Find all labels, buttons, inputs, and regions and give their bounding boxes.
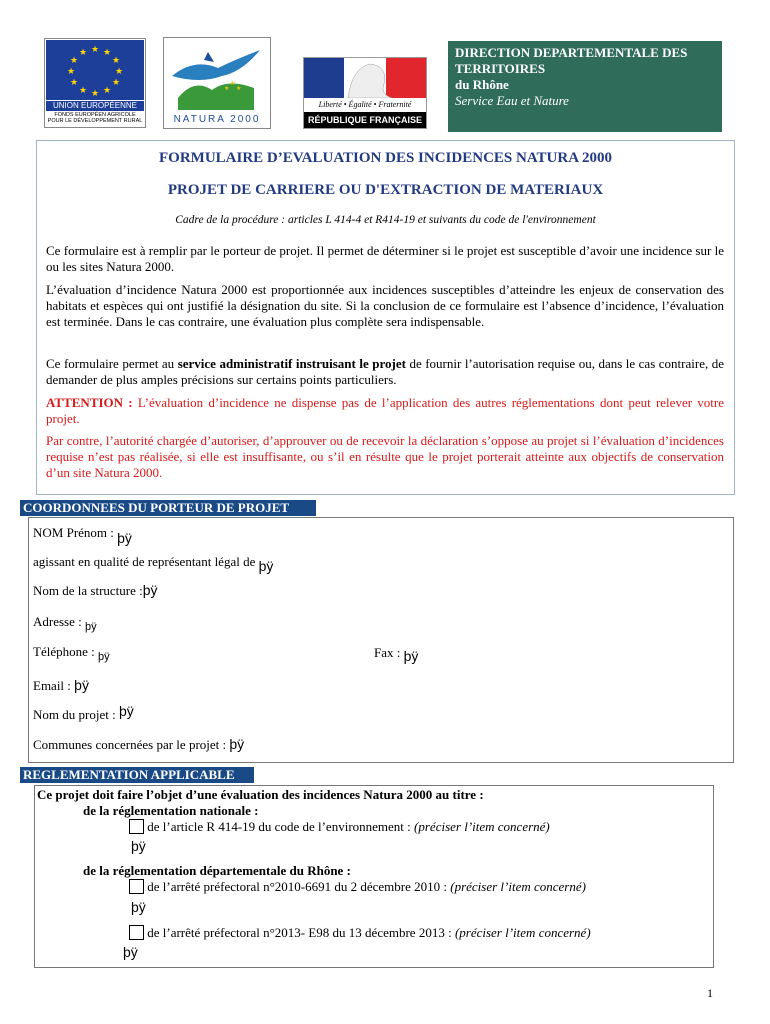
fax-label: Fax : (374, 645, 401, 660)
eu-subcaption-line2: POUR LE DÉVELOPPEMENT RURAL (47, 118, 143, 124)
item1-checkbox[interactable] (129, 819, 144, 834)
adresse-input[interactable]: þÿ (85, 621, 97, 633)
item1-row (129, 819, 550, 835)
intro-paragraph-5: Par contre, l’autorité chargée d’autoriser, d’approuver ou de recevoir la déclaration s’oppose au projet si l’évaluation d’incidences requise n’est pas réalisée, si elle est insuffisante, ou s’il en résulte que le projet porterait atteinte aux objectifs de conservation d’un site Natura 2000. (46, 433, 724, 480)
eu-subcaption-line1: FONDS EUROPÉEN AGRICOLE (54, 112, 136, 118)
reglementation-section-title: REGLEMENTATION APPLICABLE (20, 767, 254, 783)
attention-paragraph (46, 395, 724, 427)
nom-field[interactable] (33, 524, 132, 546)
svg-text:★: ★ (78, 86, 88, 96)
rf-name: RÉPUBLIQUE FRANÇAISE (304, 112, 426, 128)
svg-text:★: ★ (90, 89, 100, 99)
header-line2: TERRITOIRES (455, 61, 546, 76)
reglementation-intro: Ce projet doit faire l’objet d’une évaluation des incidences Natura 2000 au titre : (37, 787, 484, 802)
representant-field[interactable] (33, 553, 274, 574)
svg-text:★: ★ (90, 45, 100, 55)
intro-paragraph-3 (46, 356, 724, 388)
svg-text:★: ★ (111, 56, 121, 66)
svg-text:★: ★ (111, 78, 121, 88)
intro-paragraph-2: L’évaluation d’incidence Natura 2000 est proportionnée aux incidences susceptibles d’atteindre les enjeux de conservation des habitats et espèces qui ont justifié la désignation du site. Si la conclusion de ce formulaire est l’absence d’incidence, l’évaluation est terminée. Dans le cas contraire, une évaluation plus complète sera indispensable. (46, 282, 724, 329)
item1-text: de l’article R 414-19 du code de l’environnement : (147, 819, 411, 834)
item3-checkbox[interactable] (129, 925, 144, 940)
representant-label: agissant en qualité de représentant légal de (33, 554, 256, 569)
structure-field[interactable] (33, 582, 158, 599)
p3-after: de fournir l’autorisation requise ou, dans le cas contraire, de demander de plus amples précisions sur certains points particuliers. (46, 356, 724, 387)
nom-input[interactable]: þÿ (117, 530, 132, 546)
svg-text:★: ★ (114, 67, 124, 77)
item3-input[interactable]: þÿ (123, 944, 138, 960)
item1-hint: (préciser l’item concerné) (414, 819, 550, 834)
item3-text: de l’arrêté préfectoral n°2013- E98 du 13 décembre 2013 : (147, 925, 452, 940)
svg-text:★: ★ (69, 78, 79, 88)
nationale-label: de la réglementation nationale : (83, 803, 259, 818)
svg-text:★: ★ (230, 80, 236, 87)
rf-motto: Liberté • Égalité • Fraternité (318, 100, 412, 109)
svg-text:★: ★ (236, 85, 242, 92)
procedure-frame: Cadre de la procédure : articles L 414-4 et R414-19 et suivants du code de l'environnement (175, 214, 596, 226)
direction-header (448, 41, 722, 132)
republique-francaise-logo (303, 57, 427, 129)
svg-text:★: ★ (78, 48, 88, 58)
item2-checkbox[interactable] (129, 879, 144, 894)
departementale-label: de la réglementation départementale du Rhône : (83, 863, 351, 878)
coordonnees-section-title: COORDONNEES DU PORTEUR DE PROJET (20, 500, 316, 516)
marianne-icon (304, 58, 426, 98)
svg-text:★: ★ (224, 85, 230, 92)
eu-logo (44, 38, 146, 128)
natura-birds-icon (164, 38, 270, 110)
structure-input[interactable]: þÿ (142, 582, 158, 598)
attention-label: ATTENTION : (46, 395, 133, 410)
item1-input[interactable]: þÿ (131, 838, 146, 854)
email-label: Email : (33, 678, 71, 693)
email-input[interactable]: þÿ (74, 677, 89, 693)
nom-label: NOM Prénom : (33, 525, 114, 540)
p3-bold: service administratif instruisant le projet (177, 356, 406, 371)
form-title: FORMULAIRE D’EVALUATION DES INCIDENCES NATURA 2000 (159, 150, 612, 166)
item2-hint: (préciser l’item concerné) (450, 879, 586, 894)
natura-2000-logo (163, 37, 271, 129)
page-number: 1 (707, 986, 713, 1000)
header-line1: DIRECTION DEPARTEMENTALE DES (455, 45, 688, 60)
item3-row (129, 925, 591, 941)
communes-label: Communes concernées par le projet : (33, 737, 227, 752)
adresse-field[interactable] (33, 614, 97, 633)
projet-label: Nom du projet : (33, 707, 116, 722)
fax-input[interactable]: þÿ (403, 648, 419, 664)
item3-hint: (préciser l’item concerné) (454, 925, 591, 940)
svg-text:★: ★ (66, 67, 76, 77)
header-line4: Service Eau et Nature (455, 93, 569, 108)
svg-text:★: ★ (102, 48, 112, 58)
item2-input[interactable]: þÿ (131, 899, 146, 915)
item2-text: de l’arrêté préfectoral n°2010-6691 du 2 décembre 2010 : (147, 879, 447, 894)
eu-flag-icon (46, 40, 144, 100)
telephone-field[interactable] (33, 644, 110, 663)
svg-text:★: ★ (69, 56, 79, 66)
representant-input[interactable]: þÿ (258, 558, 274, 574)
email-field[interactable] (33, 677, 89, 694)
eu-caption: UNION EUROPÉENNE (46, 101, 144, 111)
projet-input[interactable]: þÿ (118, 703, 134, 719)
telephone-label: Téléphone : (33, 644, 95, 659)
communes-field[interactable] (33, 736, 244, 753)
projet-field[interactable] (33, 703, 134, 723)
natura-caption: NATURA 2000 (173, 114, 261, 125)
intro-paragraph-1: Ce formulaire est à remplir par le porteur de projet. Il permet de déterminer si le projet est susceptible d’avoir une incidence sur le ou les sites Natura 2000. (46, 243, 724, 274)
header-line3: du Rhône (455, 77, 509, 92)
item2-row (129, 879, 586, 895)
fax-field[interactable] (374, 644, 419, 664)
eu-subcaption (46, 112, 144, 124)
adresse-label: Adresse : (33, 614, 82, 629)
svg-text:★: ★ (102, 86, 112, 96)
telephone-input[interactable]: þÿ (97, 651, 110, 663)
structure-label: Nom de la structure : (33, 583, 143, 598)
attention-text: L’évaluation d’incidence ne dispense pas de l’application des autres réglementations dont peut relever votre projet. (46, 395, 724, 426)
p3-before: Ce formulaire permet au (46, 356, 178, 371)
form-subtitle: PROJET DE CARRIERE OU D'EXTRACTION DE MATERIAUX (167, 182, 604, 198)
communes-input[interactable]: þÿ (229, 736, 245, 752)
